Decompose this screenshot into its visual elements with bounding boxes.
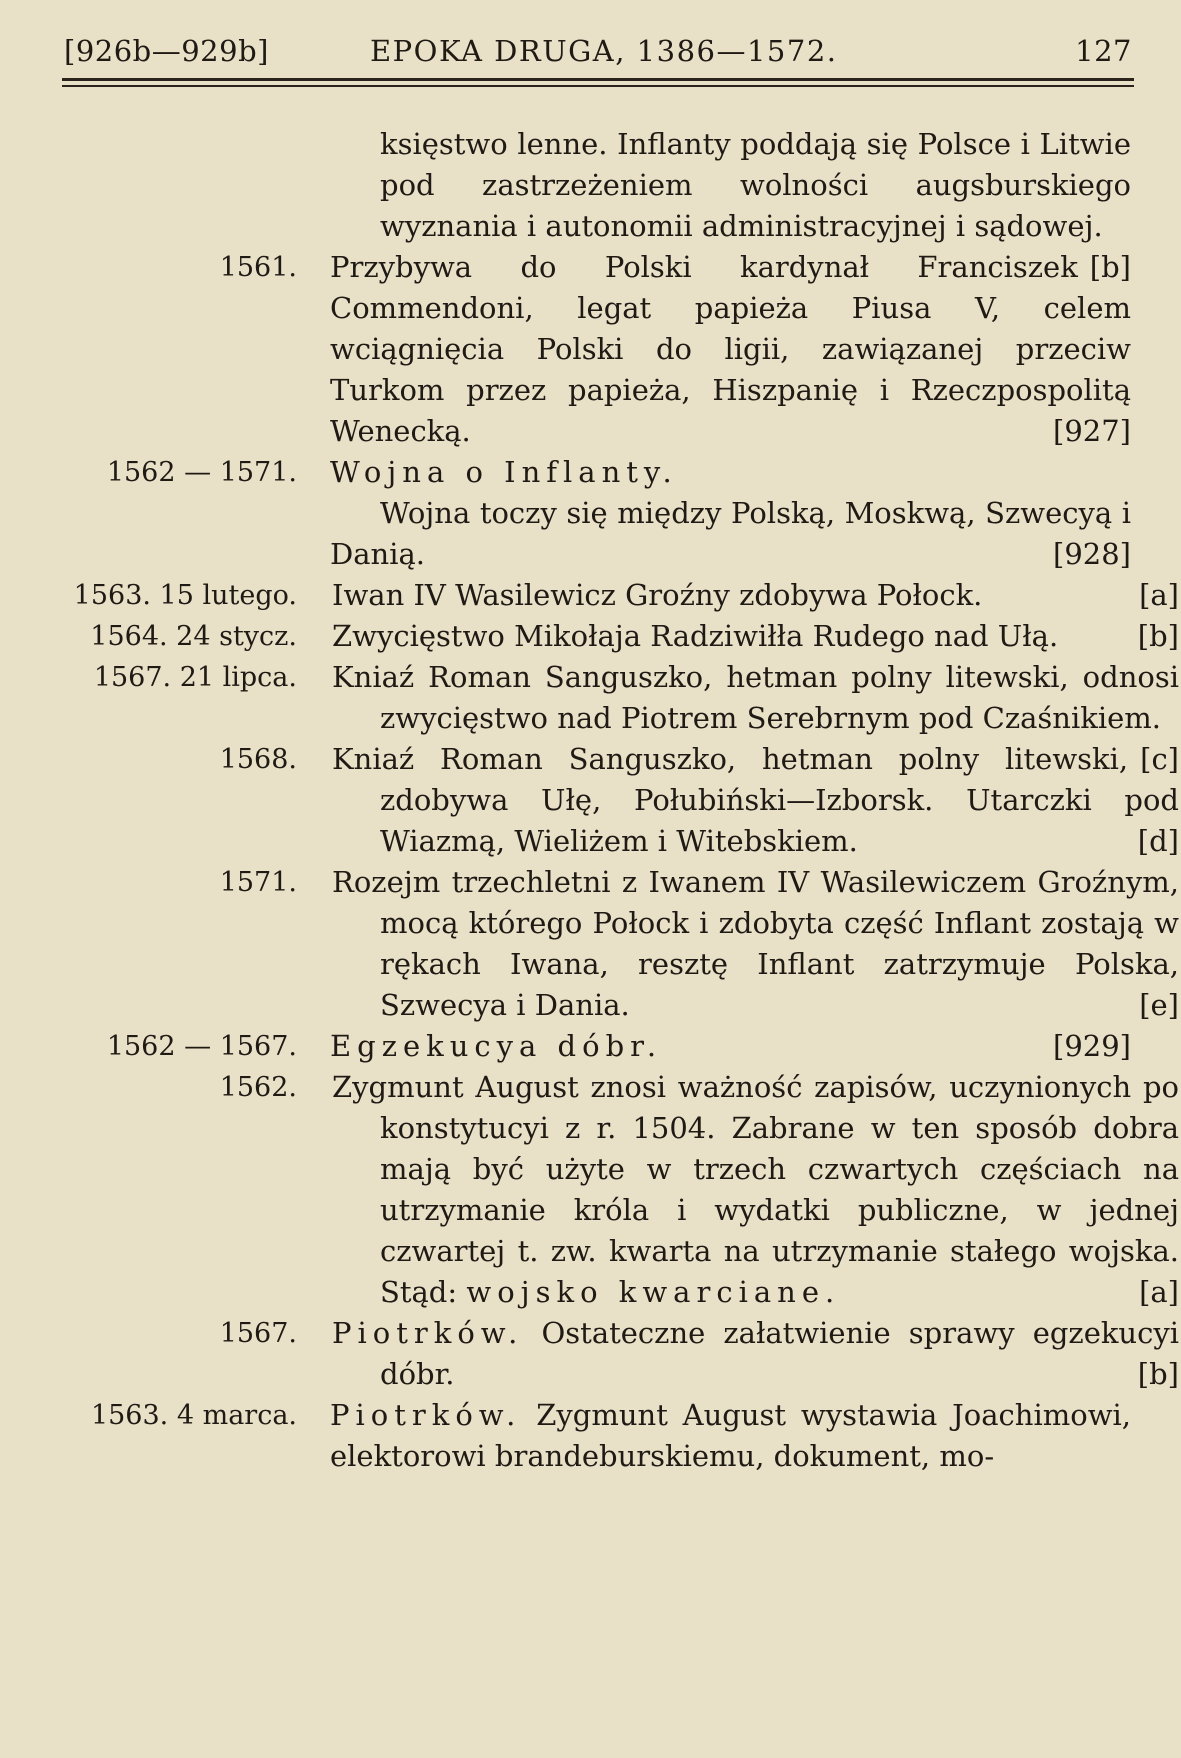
chronology-entry: [0, 1313, 1181, 1395]
chronology-entry: [0, 616, 1181, 657]
header-rule-thin: [62, 85, 1134, 87]
chronology-list: [0, 124, 1181, 1477]
header-chapter-title: EPOKA DRUGA, 1386—1572.: [370, 34, 838, 68]
entry-reference: [c]: [1140, 742, 1179, 776]
entry-text: Rozejm trzechletni z Iwanem IV Wasilewiczem Groźnym, mocą którego Połock i zdobyta część Inflant zostają w rękach Iwana, resztę Inflant zatrzymuje Polska, Szwecya i Dania.: [332, 865, 1179, 1022]
header-rule-thick: [62, 78, 1134, 81]
chronology-entry: [0, 493, 1181, 575]
entry-date: 1567. 21 lipca.: [93, 662, 297, 693]
entry-date: 1562 — 1567.: [106, 1031, 297, 1062]
entry-reference: [a]: [1139, 1275, 1179, 1309]
entry-reference: [b]: [1137, 1357, 1179, 1391]
entry-date: 1571.: [219, 867, 297, 898]
entry-reference: [a]: [1139, 578, 1179, 612]
chronology-entry: [0, 1067, 1181, 1313]
entry-text: Zygmunt August znosi ważność zapisów, uczynionych po konstytucyi z r. 1504. Zabrane w ten sposób dobra mają być użyte w trzech czwartych częściach na utrzymanie króla i wydatki publiczne, w jednej czwartej t. zw. kwarta na utrzymanie stałego wojska. Stąd:: [332, 1070, 1179, 1309]
entry-date: 1563. 4 marca.: [90, 1400, 297, 1431]
entry-text: Kniaź Roman Sanguszko, hetman polny litewski, zdobywa Ułę, Połubiński—Izborsk. Utarczki pod Wiazmą, Wieliżem i Witebskiem.: [332, 742, 1179, 858]
entry-text: Zygmunt August wystawia Joachimowi, elektorowi brandeburskiemu, dokument, mo-: [330, 1398, 1132, 1473]
entry-reference: [927]: [1053, 414, 1131, 448]
entry-date: 1563. 15 lutego.: [73, 580, 297, 611]
chronology-entry: [0, 575, 1181, 616]
entry-reference: [928]: [1053, 537, 1131, 571]
header-section-range: [926b—929b]: [64, 34, 269, 68]
entry-place: Piotrków.: [332, 1316, 524, 1350]
entry-reference: [929]: [1053, 1029, 1131, 1063]
entry-text: Iwan IV Wasilewicz Groźny zdobywa Połock.: [332, 578, 983, 612]
chronology-entry: [0, 1026, 1181, 1067]
entry-reference: [d]: [1137, 824, 1179, 858]
entry-emphasis: wojsko kwarciane.: [466, 1275, 841, 1309]
page-number: 127: [1075, 34, 1132, 68]
entry-date: 1567.: [219, 1318, 297, 1349]
entry-heading: Wojna o Inflanty.: [330, 455, 678, 489]
entry-date: 1562 — 1571.: [106, 457, 297, 488]
entry-date: 1568.: [219, 744, 297, 775]
chronology-entry: [0, 739, 1181, 862]
entry-heading: Egzekucya dóbr.: [330, 1029, 663, 1063]
entry-text: Przybywa do Polski kardynał Franciszek Commendoni, legat papieża Piusa V, celem wciągnięcia Polski do ligii, zawiązanej przeciw Turkom przez papieża, Hiszpanię i Rzeczpospolitą Wenecką.: [330, 250, 1131, 448]
chronology-entry: [0, 1395, 1181, 1477]
entry-date: 1562.: [219, 1072, 297, 1103]
entry-text: Ostateczne załatwienie sprawy egzekucyi dóbr.: [380, 1316, 1180, 1391]
entry-date: 1561.: [219, 252, 297, 283]
entry-text: księstwo lenne. Inflanty poddają się Polsce i Litwie pod zastrzeżeniem wolności augsburskiego wyznania i autonomii administracyjnej i sądowej.: [380, 127, 1131, 243]
entry-reference: [b]: [1089, 250, 1131, 284]
entry-reference: [b]: [1137, 619, 1179, 653]
chronology-entry: [0, 247, 1181, 452]
entry-date: 1564. 24 stycz.: [90, 621, 297, 652]
entry-text: Wojna toczy się między Polską, Moskwą, Szwecyą i Danią.: [330, 496, 1131, 571]
entry-text: Zwycięstwo Mikołaja Radziwiłła Rudego nad Ułą.: [332, 619, 1059, 653]
chronology-entry: [0, 452, 1181, 493]
entry-reference: [e]: [1139, 988, 1179, 1022]
running-header: [64, 34, 1132, 74]
entry-place: Piotrków.: [330, 1398, 522, 1432]
entry-text: Kniaź Roman Sanguszko, hetman polny litewski, odnosi zwycięstwo nad Piotrem Serebrnym pod Czaśnikiem.: [332, 660, 1179, 735]
chronology-entry: [0, 862, 1181, 1026]
